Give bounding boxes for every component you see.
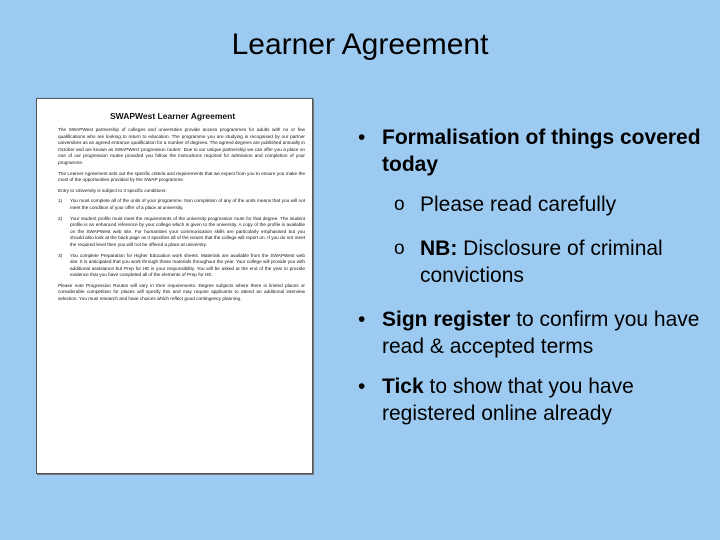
document-agreement-text: The Learner Agreement sets out the specific criteria and requirements that we expect from you to ensure you make the most of the opportunities provided by the SWAP programme.: [58, 170, 305, 183]
bullet-text: Formalisation of things covered today: [382, 126, 701, 176]
bullet-bold: Sign register: [382, 308, 511, 331]
bullet-text: to show that you have registered online already: [382, 375, 634, 425]
bullet-item: [358, 124, 708, 178]
sub-bullet-icon: o: [394, 194, 405, 215]
bullet-icon: •: [358, 375, 366, 398]
bullet-list: [358, 124, 708, 440]
sub-bullet-item: [394, 235, 708, 289]
bullet-text: to confirm you have read & accepted terms: [382, 308, 700, 358]
condition-item: [58, 253, 305, 279]
condition-number: 1): [58, 198, 63, 204]
bullet-icon: •: [358, 308, 366, 331]
document-note: Please note Progression Routes will vary in their requirements. Degree subjects where there is limited places or considerable competition for places will specify this and may require applicants to attend an additional interview selection. You must research and have choices which reflect good contingency planning.: [58, 282, 305, 302]
sub-bullet-icon: o: [394, 238, 405, 259]
bullet-item: [358, 306, 708, 360]
sub-bullet-text: Please read carefully: [420, 193, 617, 216]
slide-title: Learner Agreement: [231, 28, 489, 61]
sub-bullet-bold: NB:: [420, 237, 458, 260]
sub-bullet-item: [394, 191, 708, 218]
document-title: SWAPWest Learner Agreement: [110, 111, 236, 121]
bullet-item: [358, 373, 708, 427]
bullet-bold: Tick: [382, 375, 424, 398]
condition-item: [58, 216, 305, 249]
condition-text: You must complete all of the units of your programme. Non completion of any of the units means that you will not meet the condition of your offer of a place at university.: [70, 198, 305, 210]
condition-item: [58, 198, 305, 211]
learner-agreement-document: [36, 98, 313, 474]
condition-text: You complete Preparation for Higher Education work sheets. Materials are available from the SWAPWest web site. It is anticipated that you work through these materials throughout the year. Your college will provide you with additional assistance but Prep for HE is your responsibility. You will be asked at the end of the year to provide evidence that you have completed all of the elements of Prep for HE.: [70, 252, 305, 278]
condition-text: Your student profile must meet the requirements of the university progression route for that degree. The student profile is an enhanced reference by your college which is given to the university. A copy of the profile is available on the SWAPWest web site. For humanities your communication skills are particularly emphasised but you should also look at the back page as it specifies all of the issues that the college will report on. If you do not meet the required level then you will not be offered a place at university.: [70, 215, 305, 247]
condition-number: 3): [58, 252, 63, 258]
document-entry-text: Entry to University is subject to 3 specific conditions:: [58, 187, 167, 193]
condition-number: 2): [58, 215, 63, 221]
bullet-icon: •: [358, 126, 366, 149]
sub-bullet-text: Disclosure of criminal convictions: [420, 237, 663, 287]
document-intro: The SWAPWest partnership of colleges and universities provide access programmes for adults with no or few qualifications who are looking to return to education. The programme you are studying is recognised by our partner universities as an agreed entrance qualification for a number of degrees. The agreed degrees are published annually in October and are known as SWAPWest 'progression routes'. Due to our unique partnership we can offer you a place on one of our progression routes provided you follow the instructions required for admission and completion of your programme.: [58, 127, 305, 165]
